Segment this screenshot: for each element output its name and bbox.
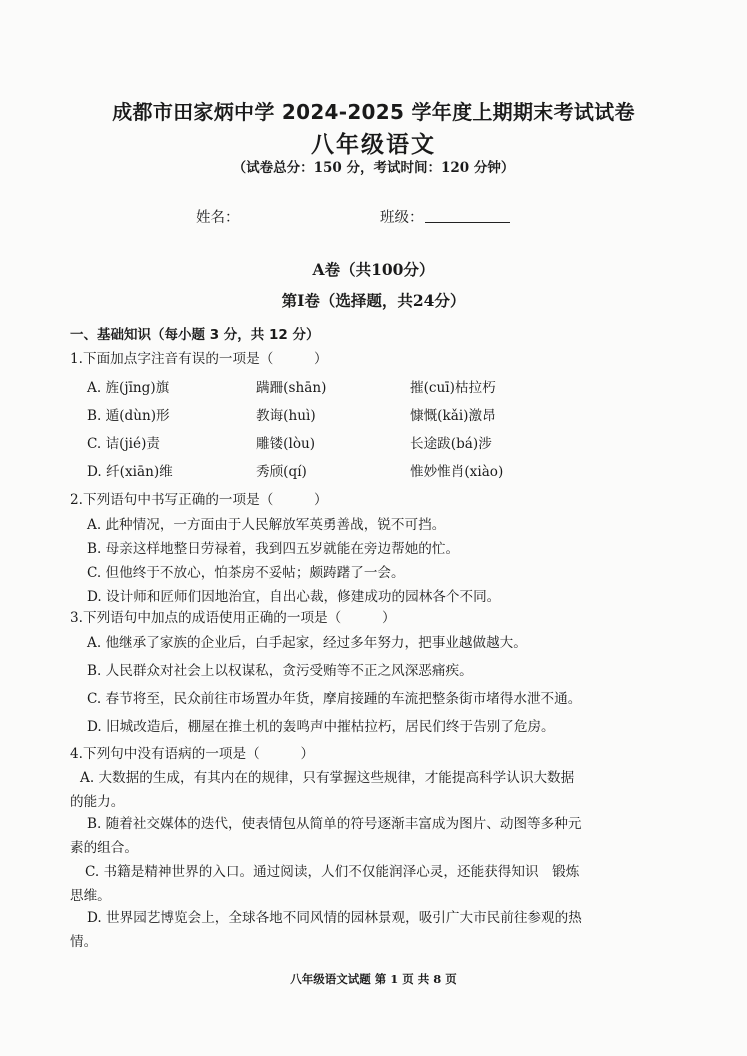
q1-option-d-3: 惟妙惟肖(xiào) [410,464,504,480]
q3-option-b: B. 人民群众对社会上以权谋私，贪污受贿等不正之风深恶痛疾。 [87,663,473,679]
q2-option-b: B. 母亲这样地整日劳禄着，我到四五岁就能在旁边帮她的忙。 [87,541,460,557]
q1-option-a-3: 摧(cuī)枯拉朽 [410,380,496,396]
q1-option-a-1: A. 旌(jīng)旗 [87,380,170,396]
q2-stem: 2.下列语句中书写正确的一项是（ ） [70,492,328,508]
q4-option-a-line2: 的能力。 [70,794,125,810]
q2-option-a: A. 此种情况，一方面由于人民解放军英勇善战，锐不可挡。 [87,517,446,533]
q1-option-c-3: 长途跋(bá)涉 [410,436,492,452]
q1-option-c-2: 雕镂(lòu) [256,436,316,452]
q1-option-b-2: 教诲(huì) [256,408,316,424]
class-blank-line [425,222,510,223]
q1-option-c-1: C. 诘(jié)责 [87,436,160,452]
q2-option-d: D. 设计师和匠师们因地治宜，自出心裁，修建成功的园林各个不同。 [87,589,501,605]
q3-option-c: C. 春节将至，民众前往市场置办年货，摩肩接踵的车流把整条街市堵得水泄不通。 [87,691,582,707]
q4-option-b-line1: B. 随着社交媒体的迭代，使表情包从简单的符号逐渐丰富成为图片、动图等多种元 [87,816,582,832]
q1-option-d-1: D. 纤(xiān)维 [87,464,173,480]
q4-option-c-line2: 思维。 [70,888,111,904]
name-label: 姓名： [196,210,240,226]
q1-option-d-2: 秀颀(qí) [256,464,307,480]
q4-option-c-line1: C. 书籍是精神世界的入口。通过阅读，人们不仅能润泽心灵，还能获得知识 锻炼 [85,864,580,880]
q1-option-b-1: B. 遁(dùn)形 [87,408,170,424]
q4-option-b-line2: 素的组合。 [70,840,138,856]
q4-option-d-line1: D. 世界园艺博览会上，全球各地不同风情的园林景观，吸引广大市民前往参观的热 [87,910,582,926]
part-one-heading: 第Ⅰ卷（选择题，共24分） [281,291,466,310]
volume-a-heading: A卷（共100分） [312,260,435,279]
q4-option-d-line2: 情。 [70,934,98,950]
q3-stem: 3.下列语句中加点的成语使用正确的一项是（ ） [70,610,396,626]
q3-option-d: D. 旧城改造后，棚屋在推土机的轰鸣声中摧枯拉朽，居民们终于告别了危房。 [87,719,555,735]
q3-option-a: A. 他继承了家族的企业后，白手起家，经过多年努力，把事业越做越大。 [87,635,527,651]
page-footer: 八年级语文试题 第 1 页 共 8 页 [290,972,457,986]
q1-option-b-3: 慷慨(kǎi)激昂 [410,408,496,424]
basic-knowledge-heading: 一、基础知识（每小题 3 分，共 12 分） [70,327,320,343]
q4-option-a-line1: A. 大数据的生成，有其内在的规律，只有掌握这些规律，才能提高科学认识大数据 [80,770,575,786]
class-label: 班级： [380,210,424,226]
exam-title: 成都市田家炳中学 2024-2025 学年度上期期末考试试卷 [112,100,635,124]
q4-stem: 4.下列句中没有语病的一项是（ ） [70,746,315,762]
q2-option-c: C. 但他终于不放心，怕茶房不妥帖；颇踌躇了一会。 [87,565,405,581]
q1-option-a-2: 蹒跚(shān) [256,380,327,396]
exam-info: （试卷总分：150 分，考试时间：120 分钟） [232,160,515,176]
exam-subject: 八年级语文 [311,132,436,158]
q1-stem: 1.下面加点字注音有误的一项是（ ） [70,351,328,367]
